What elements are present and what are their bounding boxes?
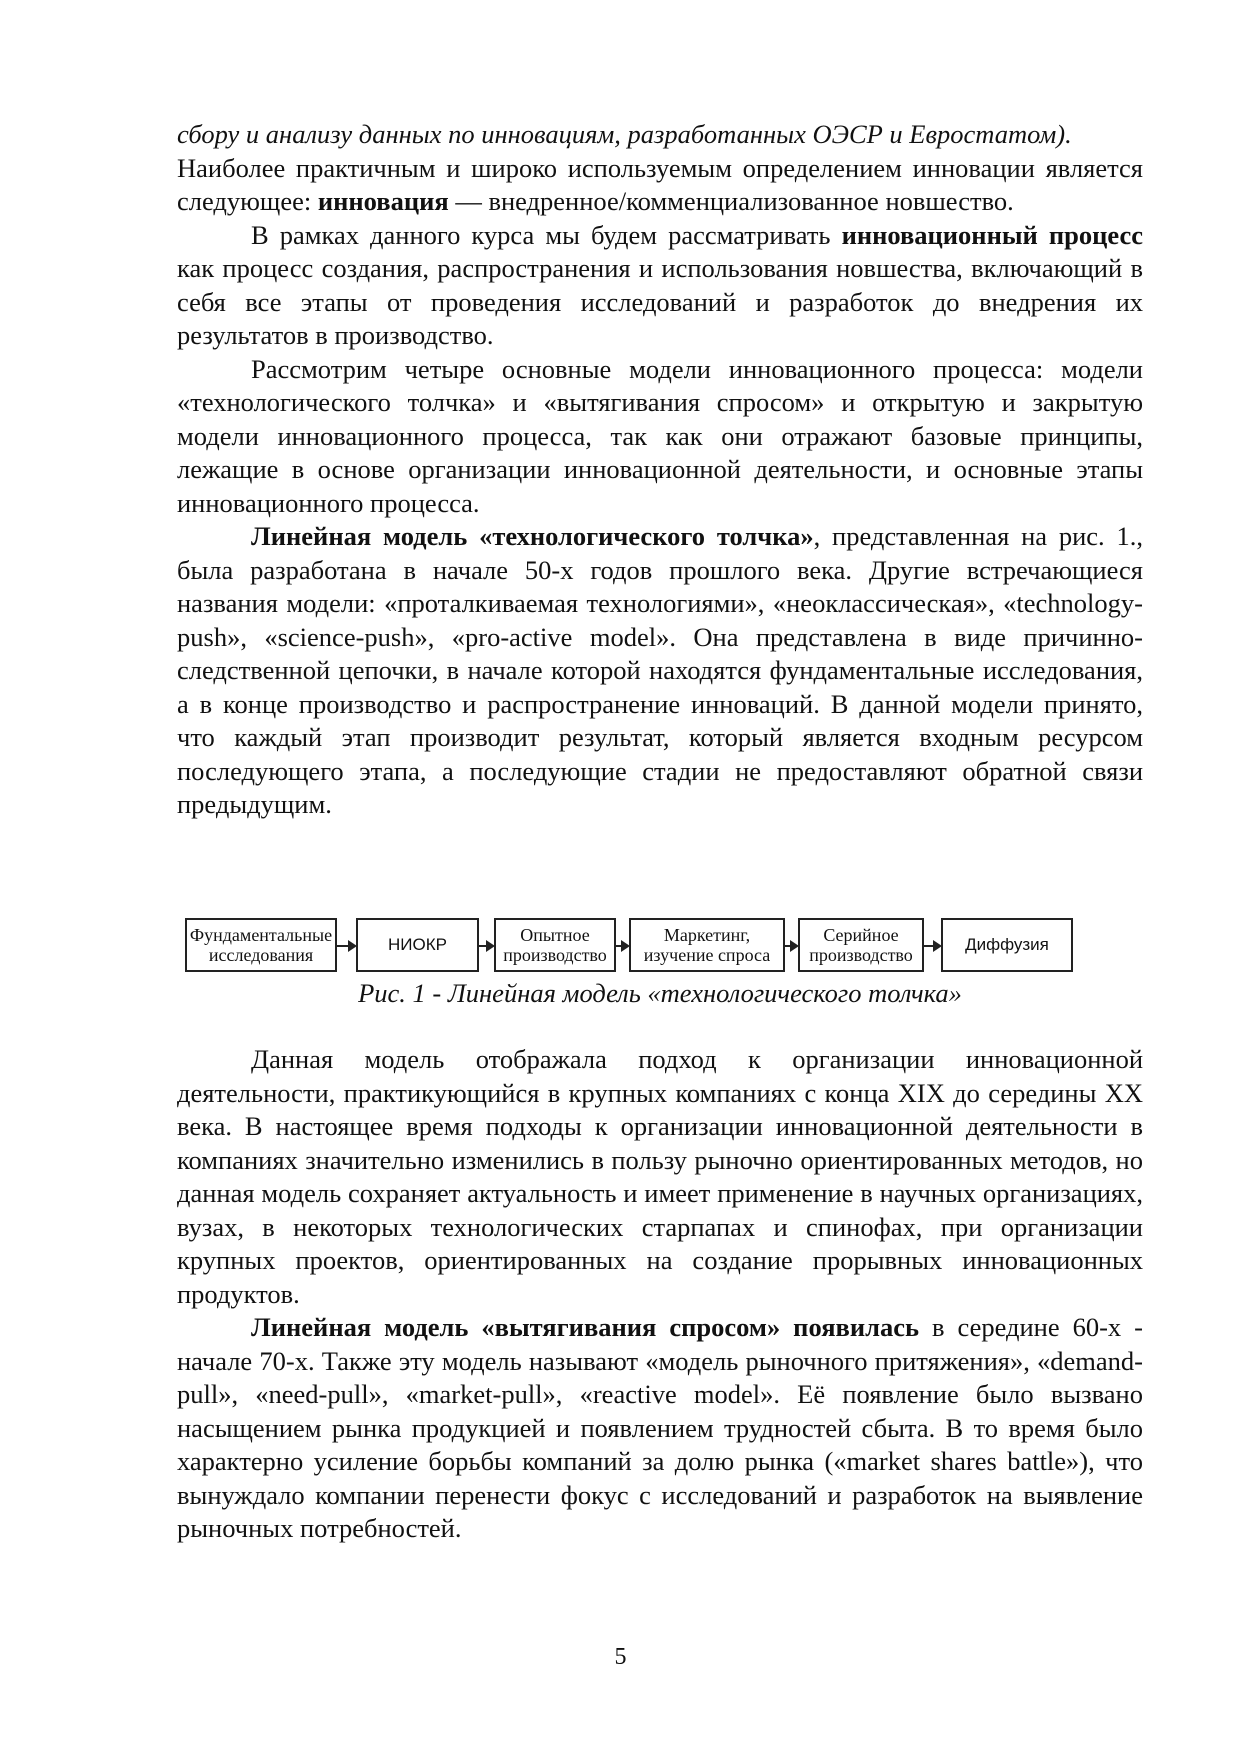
box-label: изучение спроса	[643, 945, 771, 965]
diagram-box-diffusion	[941, 918, 1073, 972]
paragraph-text: Данная модель отображала подход к организации инновационной деятельности, практикующийся в крупных компаниях с конца XIX до середины XX века. В настоящее время подходы к организации инновационной деятельности в компаниях значительно изменились в пользу рыночно ориентированных методов, но данная модель сохраняет актуальность и имеет применение в научных организациях, вузах, в некоторых технологических старпапах и спинофах, при организации крупных проектов, ориентированных на создание прорывных инновационных продуктов.	[177, 1044, 1143, 1309]
text-block-top	[177, 118, 1143, 822]
paragraph-bold-term: инновационный процесс	[841, 219, 1143, 250]
diagram-box-marketing	[629, 918, 785, 972]
paragraph-bold-term: Линейная модель «технологического толчка»	[251, 521, 814, 551]
box-label: НИОКР	[388, 935, 447, 954]
paragraph-text: сбору и анализу данных по инновациям, разработанных ОЭСР и Евростатом).	[177, 119, 1072, 149]
arrow-icon	[616, 945, 628, 947]
figure-caption: Рис. 1 - Линейная модель «технологического толчка»	[358, 978, 962, 1008]
page-number: 5	[614, 1644, 627, 1670]
paragraph-model-usage	[177, 1043, 1143, 1311]
paragraph-text: Наиболее практичным и широко используемым определением инновации является следующее:	[177, 152, 1143, 216]
box-label: Серийное	[823, 925, 899, 945]
paragraph-text: Рассмотрим четыре основные модели инновационного процесса: модели «технологического толчка» и «вытягивания спросом» и открытую и закрытую модели инновационного процесса, так как они отражают базовые принципы, лежащие в основе организации инновационной деятельности, и основные этапы инновационного процесса.	[177, 353, 1143, 518]
box-label: Диффузия	[965, 935, 1049, 954]
arrow-icon	[924, 945, 940, 947]
text-block-bottom	[177, 1043, 1143, 1546]
diagram-box-fundamental-research	[185, 918, 337, 972]
paragraph-text: — внедренное/комменциализованное новшество.	[448, 186, 1014, 216]
paragraph-definition	[177, 152, 1143, 219]
box-label: исследования	[208, 945, 314, 965]
paragraph-continuation	[177, 118, 1143, 152]
paragraph-course-scope	[177, 219, 1143, 353]
box-label: Маркетинг,	[663, 925, 751, 945]
box-label: Опытное	[520, 925, 590, 945]
box-label: производство	[809, 945, 913, 965]
arrow-icon	[479, 945, 493, 947]
box-label: Фундаментальные	[189, 925, 333, 945]
paragraph-text: В рамках данного курса мы будем рассматривать	[251, 219, 842, 250]
box-label: производство	[503, 945, 607, 965]
paragraph-text: в середине 60-х - начале 70-х. Также эту модель называют «модель рыночного притяжения», «demand-pull», «need-pull», «market-pull», «reactive model». Её появление было вызвано насыщением рынка продукцией и появлением трудностей сбыта. В то время было характерно усиление борьбы компаний за долю рынка («market shares battle»), что вынуждало компании перенести фокус с исследований и разработок на выявление рыночных потребностей.	[177, 1312, 1143, 1543]
paragraph-technology-push	[177, 520, 1143, 822]
paragraph-four-models	[177, 353, 1143, 521]
figure-linear-model-diagram	[185, 918, 1135, 976]
paragraph-demand-pull	[177, 1311, 1143, 1546]
arrow-icon	[337, 945, 355, 947]
paragraph-text: как процесс создания, распространения и использования новшества, включающий в себя все этапы от проведения исследований и разработок до внедрения их результатов в производство.	[177, 253, 1143, 350]
diagram-box-pilot-production	[494, 918, 616, 972]
arrow-icon	[785, 945, 797, 947]
paragraph-bold-term: Линейная модель «вытягивания спросом» появилась	[251, 1312, 920, 1342]
paragraph-text: , представленная на рис. 1., была разработана в начале 50-х годов прошлого века. Другие встречающиеся названия модели: «проталкиваемая технологиями», «неоклассическая», «technology-push», «science-push», «pro-active model». Она представлена в виде причинно-следственной цепочки, в начале которой находятся фундаментальные исследования, а в конце производство и распространение инноваций. В данной модели принято, что каждый этап производит результат, который является входным ресурсом последующего этапа, а последующие стадии не предоставляют обратной связи предыдущим.	[177, 521, 1144, 819]
diagram-box-serial-production	[798, 918, 924, 972]
paragraph-bold-term: инновация	[317, 186, 449, 216]
diagram-box-niokr	[356, 918, 479, 972]
